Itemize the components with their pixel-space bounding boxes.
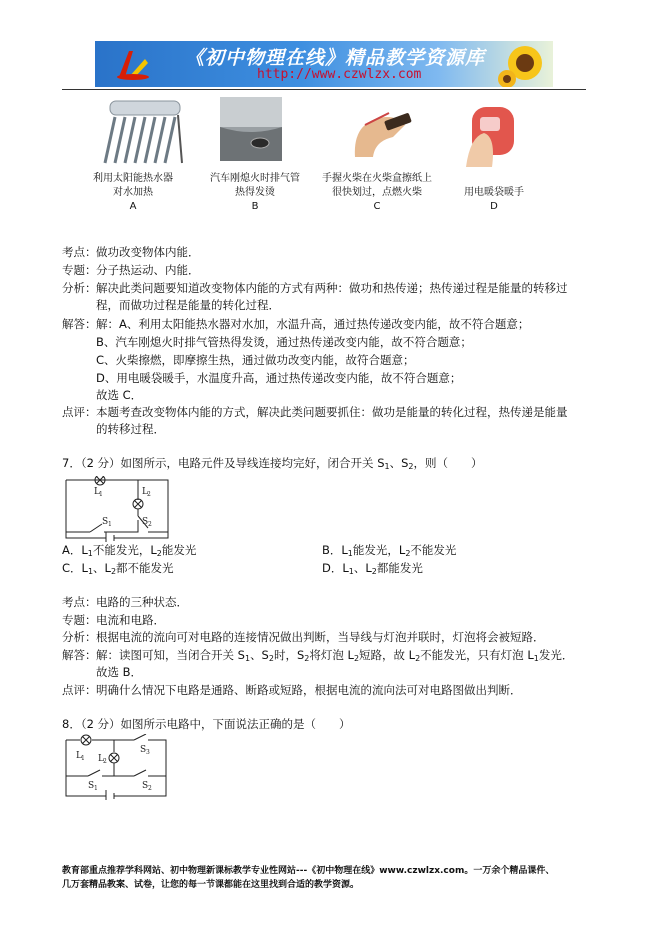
q7-option-b[interactable]: B．$L_1$能发光，$L_2$不能发光 [322, 543, 457, 558]
match-strike-image [345, 97, 417, 161]
svg-text:2: 2 [103, 758, 107, 765]
svg-text:2: 2 [148, 521, 152, 528]
q7-option-d[interactable]: D．$L_1$、$L_2$都能发光 [322, 561, 423, 576]
svg-text:L: L [94, 487, 100, 497]
q7-jieda: 解答：解：读图可知，当闭合开关 $S_1$、$S_2$时，$S_2$将灯泡 $L_2$短路，故 $L_2$不能发光，只有灯泡 $L_1$发光． [62, 648, 574, 663]
q7-dianping: 点评：明确什么情况下电路是通路、断路或短路，根据电流的流向法可对电路图做出判断． [62, 683, 522, 697]
sunflower-image [495, 41, 553, 87]
exhaust-pipe-image [220, 97, 282, 161]
svg-text:1: 1 [81, 755, 85, 762]
q6-jieda: 解答：解：A、利用太阳能热水器对水加，水温升高，通过热传递改变内能，故不符合题意； [62, 317, 530, 331]
q8-stem: 8．（2 分）如图所示电路中，下面说法正确的是（ ） [62, 717, 351, 731]
q6-answer: 故选 C． [96, 388, 143, 402]
site-logo [115, 47, 151, 81]
svg-text:1: 1 [99, 491, 103, 498]
q8-circuit-diagram [62, 734, 172, 800]
svg-text:S: S [142, 781, 149, 791]
q6-fenxi-cont: 程，而做功过程是能量的转化过程． [96, 298, 280, 312]
option-c-caption: 手握火柴在火柴盒擦纸上 很快划过，点燃火柴 C [322, 173, 432, 212]
q7-stem: 7．（2 分）如图所示，电路元件及导线连接均完好，闭合开关 $S_1$、$S_2$，则（ ） [62, 456, 483, 471]
q6-jieda-d: D、用电暖袋暖手，水温度升高，通过热传递改变内能，故不符合题意； [96, 371, 462, 385]
q7-fenxi: 分析：根据电流的流向可对电路的连接情况做出判断，当导线与灯泡并联时，灯泡将会被短路． [62, 630, 545, 644]
site-title: 《初中物理在线》精品教学资源库 [185, 47, 486, 69]
q6-zhuanti: 专题：分子热运动、内能． [62, 263, 200, 277]
svg-text:1: 1 [94, 785, 98, 792]
svg-text:2: 2 [148, 785, 152, 792]
solar-heater-image [100, 97, 190, 169]
option-a-caption: 利用太阳能热水器 对水加热 A [93, 173, 173, 212]
option-b-caption: 汽车刚熄火时排气管 热得发烫 B [210, 173, 300, 212]
q7-zhuanti: 专题：电流和电路． [62, 613, 165, 627]
header-divider [62, 89, 586, 90]
svg-text:S: S [102, 517, 109, 527]
svg-text:2: 2 [147, 491, 151, 498]
svg-text:3: 3 [146, 749, 150, 756]
q7-option-c[interactable]: C．$L_1$、$L_2$都不能发光 [62, 561, 174, 576]
q6-jieda-c: C、火柴擦燃，即摩擦生热，通过做功改变内能，故符合题意； [96, 353, 415, 367]
option-d-caption: 用电暖袋暖手 D [464, 187, 524, 212]
svg-text:L: L [142, 487, 148, 497]
q6-kaodian: 考点：做功改变物体内能． [62, 245, 200, 259]
q7-option-a[interactable]: A．$L_1$不能发光，$L_2$能发光 [62, 543, 197, 558]
svg-text:S: S [88, 781, 95, 791]
page-footer: 教育部重点推荐学科网站、初中物理新课标教学专业性网站---《初中物理在线》www.czwlzx.com。一万余个精品课件、 几万套精品教案、试卷，让您的每一节课都能在这里找到合适的教学资源。 [62, 866, 555, 890]
q6-fenxi: 分析：解决此类问题要知道改变物体内能的方式有两种：做功和热传递；热传递过程是能量的转移过 [62, 281, 568, 295]
q6-jieda-b: B、汽车刚熄火时排气管热得发烫，通过热传递改变内能，故不符合题意； [96, 335, 472, 349]
site-url[interactable]: http://www.czwlzx.com [257, 67, 422, 82]
svg-text:L: L [98, 754, 104, 764]
hand-warmer-image [462, 97, 520, 169]
q6-dianping: 点评：本题考查改变物体内能的方式，解决此类问题要抓住：做功是能量的转化过程，热传递是能量 [62, 405, 568, 419]
svg-text:1: 1 [108, 521, 112, 528]
svg-text:S: S [140, 745, 147, 755]
q7-circuit-diagram [62, 476, 182, 542]
q6-dianping-cont: 的转移过程． [96, 422, 165, 436]
svg-text:L: L [76, 751, 82, 761]
q7-kaodian: 考点：电路的三种状态． [62, 595, 188, 609]
header-banner [95, 41, 553, 87]
svg-text:S: S [142, 517, 149, 527]
q7-answer: 故选 B． [96, 665, 143, 679]
